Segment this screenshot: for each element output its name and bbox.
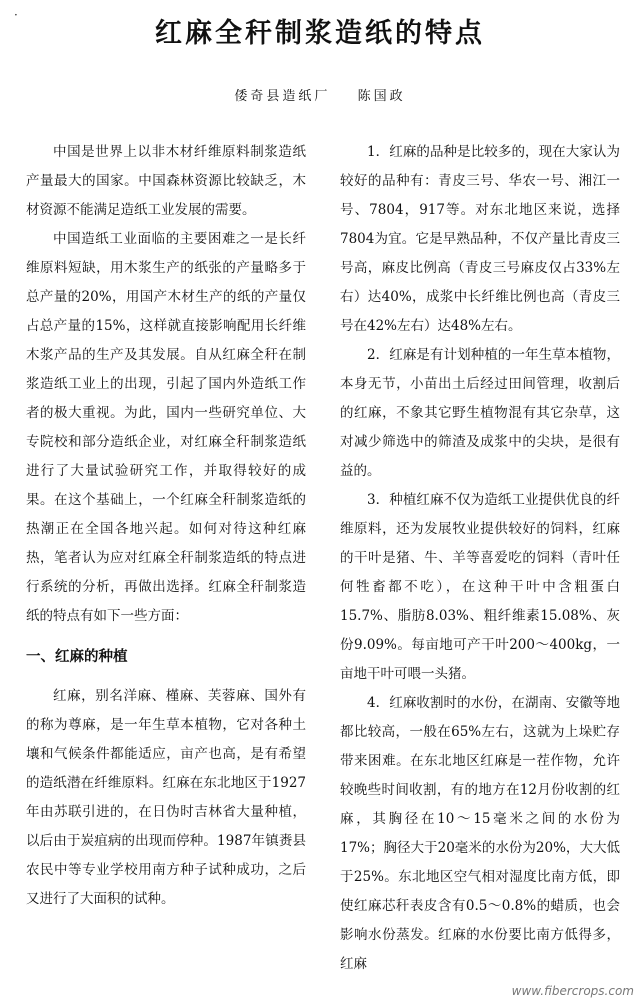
author-name: 陈国政 — [357, 89, 406, 104]
left-column — [26, 138, 306, 988]
author-affiliation: 倭奇县造纸厂 — [234, 89, 331, 104]
paragraph: 2．红麻是有计划种植的一年生草本植物，本身无节，小苗出土后经过田间管理，收割后的红麻，不象其它野生植物混有其它杂草，这对减少筛选中的筛渣及成浆中的尖块，是很有益的。 — [340, 347, 620, 479]
paragraph: 中国造纸工业面临的主要困难之一是长纤维原料短缺，用木浆生产的纸张的产量略多于总产量的20%，用国产木材生产的纸的产量仅占总产量的15%，这样就直接影响配用长纤维木浆产品的生产及其发展。自从红麻全秆在制浆造纸工业上的出现，引起了国内外造纸工作者的极大重视。为此，国内一些研究单位、大专院校和部分造纸企业，对红麻全秆制浆造纸进行了大量试验研究工作，并取得较好的成果。在这个基础上，一个红麻全秆制浆造纸的热潮正在全国各地兴起。如何对待这种红麻热，笔者认为应对红麻全秆制浆造纸的特点进行系统的分析，再做出选择。红麻全秆制浆造纸的特点有如下一些方面： — [26, 231, 306, 624]
section-heading: 一、红麻的种植 — [26, 649, 128, 665]
paragraph: 中国是世界上以非木材纤维原料制浆造纸产量最大的国家。中国森林资源比较缺乏，木材资源不能满足造纸工业发展的需要。 — [26, 144, 306, 218]
watermark: www.fibercrops.com — [511, 984, 634, 998]
paragraph: 1．红麻的品种是比较多的，现在大家认为较好的品种有：青皮三号、华农一号、湘江一号、7804，917等。对东北地区来说，选择7804为宜。它是早熟品种，不仅产量比青皮三号高，麻皮比例高（青皮三号麻皮仅占33%左右）达40%，成浆中长纤维比例也高（青皮三号在42%左右）达48%左右。 — [340, 144, 620, 334]
corner-mark: · — [14, 8, 18, 22]
right-column — [340, 138, 620, 988]
paragraph: 4．红麻收割时的水份，在湖南、安徽等地都比较高，一般在65%左右，这就为上垛贮存带来困难。在东北地区红麻是一茬作物，允许较晚些时间收割，有的地方在12月份收割的红麻，其胸径在10～15毫米之间的水份为17%；胸径大于20毫米的水份为20%，大大低于25%。东北地区空气相对湿度比南方低，即使红麻芯秆表皮含有0.5～0.8%的蜡质，也会影响水份蒸发。红麻的水份要比南方低得多，红麻 — [340, 695, 620, 972]
paragraph: 红麻，别名洋麻、槿麻、芙蓉麻、国外有的称为尊麻，是一年生草本植物，它对各种土壤和气候条件都能适应，亩产也高，是有希望的造纸潜在纤维原料。红麻在东北地区于1927年由苏联引进的，在日伪时吉林省大量种植，以后由于炭疽病的出现而停种。1987年镇赉县农民中等专业学校用南方种子试种成功，之后又进行了大面积的试种。 — [26, 688, 306, 907]
byline — [0, 86, 640, 108]
article-title: 红麻全秆制浆造纸的特点 — [155, 18, 485, 49]
paragraph: 3．种植红麻不仅为造纸工业提供优良的纤维原料，还为发展牧业提供较好的饲料，红麻的干叶是猪、牛、羊等喜爱吃的饲料（青叶任何牲畜都不吃），在这种干叶中含粗蛋白15.7%、脂肪8.03%、粗纤维素15.08%、灰份9.09%。每亩地可产干叶200～400kg，一亩地干叶可喂一头猪。 — [340, 492, 620, 682]
